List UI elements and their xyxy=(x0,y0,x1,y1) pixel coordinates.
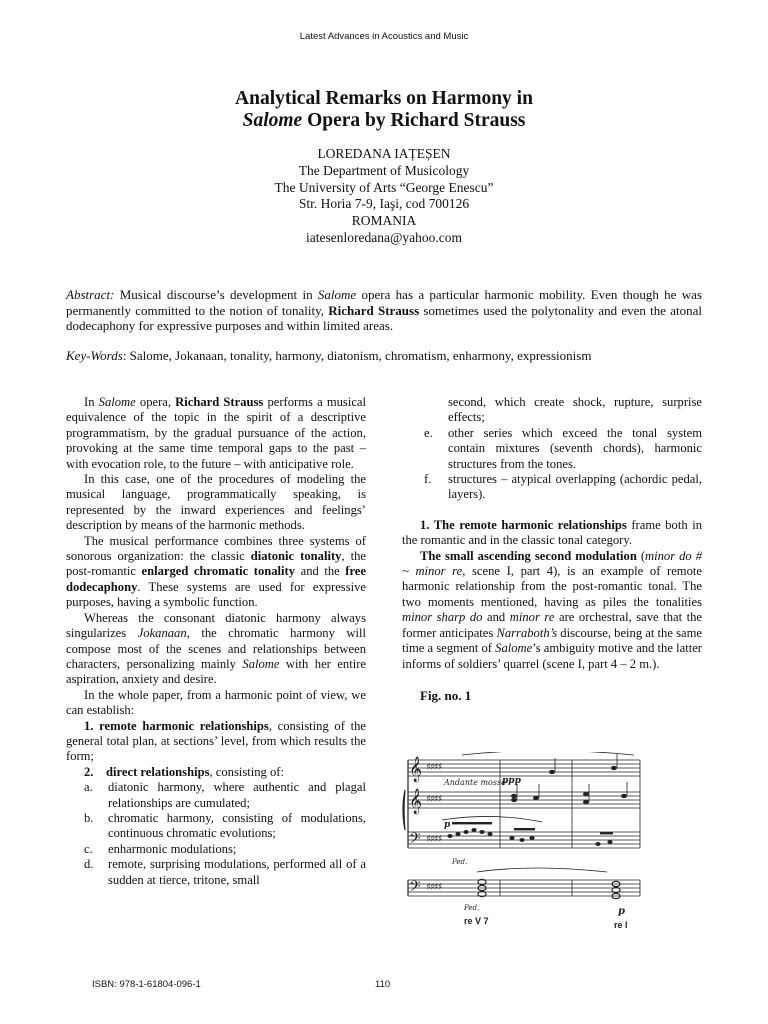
list-item: b. chromatic harmony, consisting of modulations, continuous chromatic evolutions; xyxy=(84,810,366,841)
keywords: Key-Words: Salome, Jokanaan, tonality, harmony, diatonism, chromatism, enharmony, expressionism xyxy=(66,348,592,363)
list-item-continuation: second, which create shock, rupture, surprise effects; xyxy=(448,395,702,425)
running-header: Latest Advances in Acoustics and Music xyxy=(299,31,469,42)
paragraph: The musical performance combines three systems of sonorous organization: the classic diatonic tonality, the post-romantic enlarged chromatic tonality and the free dodecaphony. These systems are used for expressive purposes, having a symbolic function. xyxy=(66,533,366,610)
beam xyxy=(452,822,492,824)
beam xyxy=(514,828,535,830)
paragraph: 1. The remote harmonic relationships frame both in the romantic and in the classic tonal category. xyxy=(402,517,702,548)
list-item: d. remote, surprising modulations, performed all of a sudden at tierce, tritone, small xyxy=(84,857,366,887)
note xyxy=(595,842,600,846)
key-signature: ♯♯♯♯ xyxy=(426,834,442,845)
abstract-label: Abstract: xyxy=(66,287,115,302)
tie xyxy=(462,752,634,755)
footer-isbn: ISBN: 978-1-61804-096-1 xyxy=(92,979,201,990)
tie xyxy=(477,868,607,872)
figure-caption: Fig. no. 1 xyxy=(420,687,472,703)
note xyxy=(509,836,514,840)
note xyxy=(511,798,517,802)
dynamic-marking: ppp xyxy=(502,776,521,786)
paragraph: The small ascending second modulation (minor do # ~ minor re, scene I, part 4), is an example of remote harmonic relationship from the post-romantic tonal. The two moments mentioned, having as piles the tonalities minor sharp do and minor re are orchestral, save that the former anticipates Narraboth’s discourse, being at the same time a segment of Salome’s ambiguity motive and the latter informs of soldiers’ quarrel (scene I, part 4 – 2 m.). xyxy=(402,548,703,671)
note xyxy=(519,838,524,842)
note xyxy=(529,836,534,840)
key-signature: ♯♯♯♯ xyxy=(426,794,442,805)
paragraph: 2. direct relationships, consisting of: xyxy=(84,764,284,779)
music-score-figure xyxy=(402,752,702,932)
paragraph: In the whole paper, from a harmonic point of view, we can establish: xyxy=(66,687,366,718)
list-item: a. diatonic harmony, where authentic and plagal relationships are cumulated; xyxy=(84,780,366,810)
author-address: Str. Horia 7-9, Iaşi, cod 700126 xyxy=(298,196,470,212)
note xyxy=(471,828,476,832)
paragraph: In this case, one of the procedures of modeling the musical language, programmatically speaking, is represented by the inward experiences and feelings’ description by means of the harmonic methods. xyxy=(66,472,366,533)
note xyxy=(533,796,539,800)
dynamic-marking: p xyxy=(618,906,625,917)
note xyxy=(455,832,460,836)
note xyxy=(583,800,589,804)
keywords-label: Key-Words xyxy=(66,348,123,363)
brace xyxy=(403,790,405,830)
dynamic-marking: p xyxy=(444,820,451,830)
note xyxy=(549,770,555,774)
paper-title xyxy=(0,88,768,132)
author-block xyxy=(0,146,768,247)
author-university: The University of Arts “George Enescu” xyxy=(274,179,494,195)
note xyxy=(463,830,468,834)
note xyxy=(511,794,517,798)
pedal-marking: Ped. xyxy=(464,904,480,912)
bass-clef-icon: 𝄢 xyxy=(409,878,421,899)
author-country: ROMANIA xyxy=(351,213,417,229)
list-item: f. structures – atypical overlapping (achordic pedal, layers). xyxy=(424,472,702,502)
left-column xyxy=(66,395,366,888)
pedal-marking: Ped. xyxy=(452,858,468,866)
chord-label: re V 7 xyxy=(464,916,489,926)
abstract: Abstract: Musical discourse’s development in Salome opera has a particular harmonic mobility. Even though he was permanently committed to the notion of tonality, Richard Strauss sometimes used the polytonality and even the atonal dodecaphony for expressive purposes and within limited areas. xyxy=(66,287,702,333)
note xyxy=(611,766,617,770)
author-department: The Department of Musicology xyxy=(298,162,470,178)
tempo-marking: Andante mosso xyxy=(444,778,506,787)
treble-clef-icon: 𝄞 xyxy=(409,757,423,782)
note xyxy=(487,832,492,836)
title-line-2: Salome Opera by Richard Strauss xyxy=(242,110,526,131)
author-name: LOREDANA IAȚEȘEN xyxy=(317,146,451,161)
right-column xyxy=(402,395,702,703)
paragraph: Whereas the consonant diatonic harmony always singularizes Jokanaan, the chromatic harmony will compose most of the scenes and relationships between characters, personalizing mainly Salome with her entire aspiration, anxiety and desire. xyxy=(66,610,366,687)
chord-label: re I xyxy=(614,920,628,930)
key-signature: ♯♯♯♯ xyxy=(426,762,442,773)
author-email: iatesenloredana@yahoo.com xyxy=(306,229,462,245)
paragraph: In Salome opera, Richard Strauss performs a musical equivalence of the topic in the spirit of a descriptive programmatism, by the gradual pursuance of the action, provoking at the same time temporal gaps to the past – with evocation role, to the future – with anticipative role. xyxy=(66,395,367,471)
note xyxy=(479,830,484,834)
treble-clef-icon: 𝄞 xyxy=(409,789,423,814)
note xyxy=(447,834,452,838)
paragraph: 1. remote harmonic relationships, consisting of the general total plan, at sections’ level, from which results the form; xyxy=(66,718,366,764)
page-number: 110 xyxy=(375,979,391,990)
beam xyxy=(600,832,613,834)
note xyxy=(607,840,612,844)
bass-clef-icon: 𝄢 xyxy=(409,830,421,851)
list-item: c. enharmonic modulations; xyxy=(84,841,237,856)
list-item: e. other series which exceed the tonal system contain mixtures (seventh chords), harmonic structures from the tones. xyxy=(424,425,702,471)
title-line-1: Analytical Remarks on Harmony in xyxy=(235,88,533,109)
note xyxy=(621,794,627,798)
slur xyxy=(442,816,542,822)
note xyxy=(583,792,589,796)
key-signature: ♯♯♯♯ xyxy=(426,882,442,893)
